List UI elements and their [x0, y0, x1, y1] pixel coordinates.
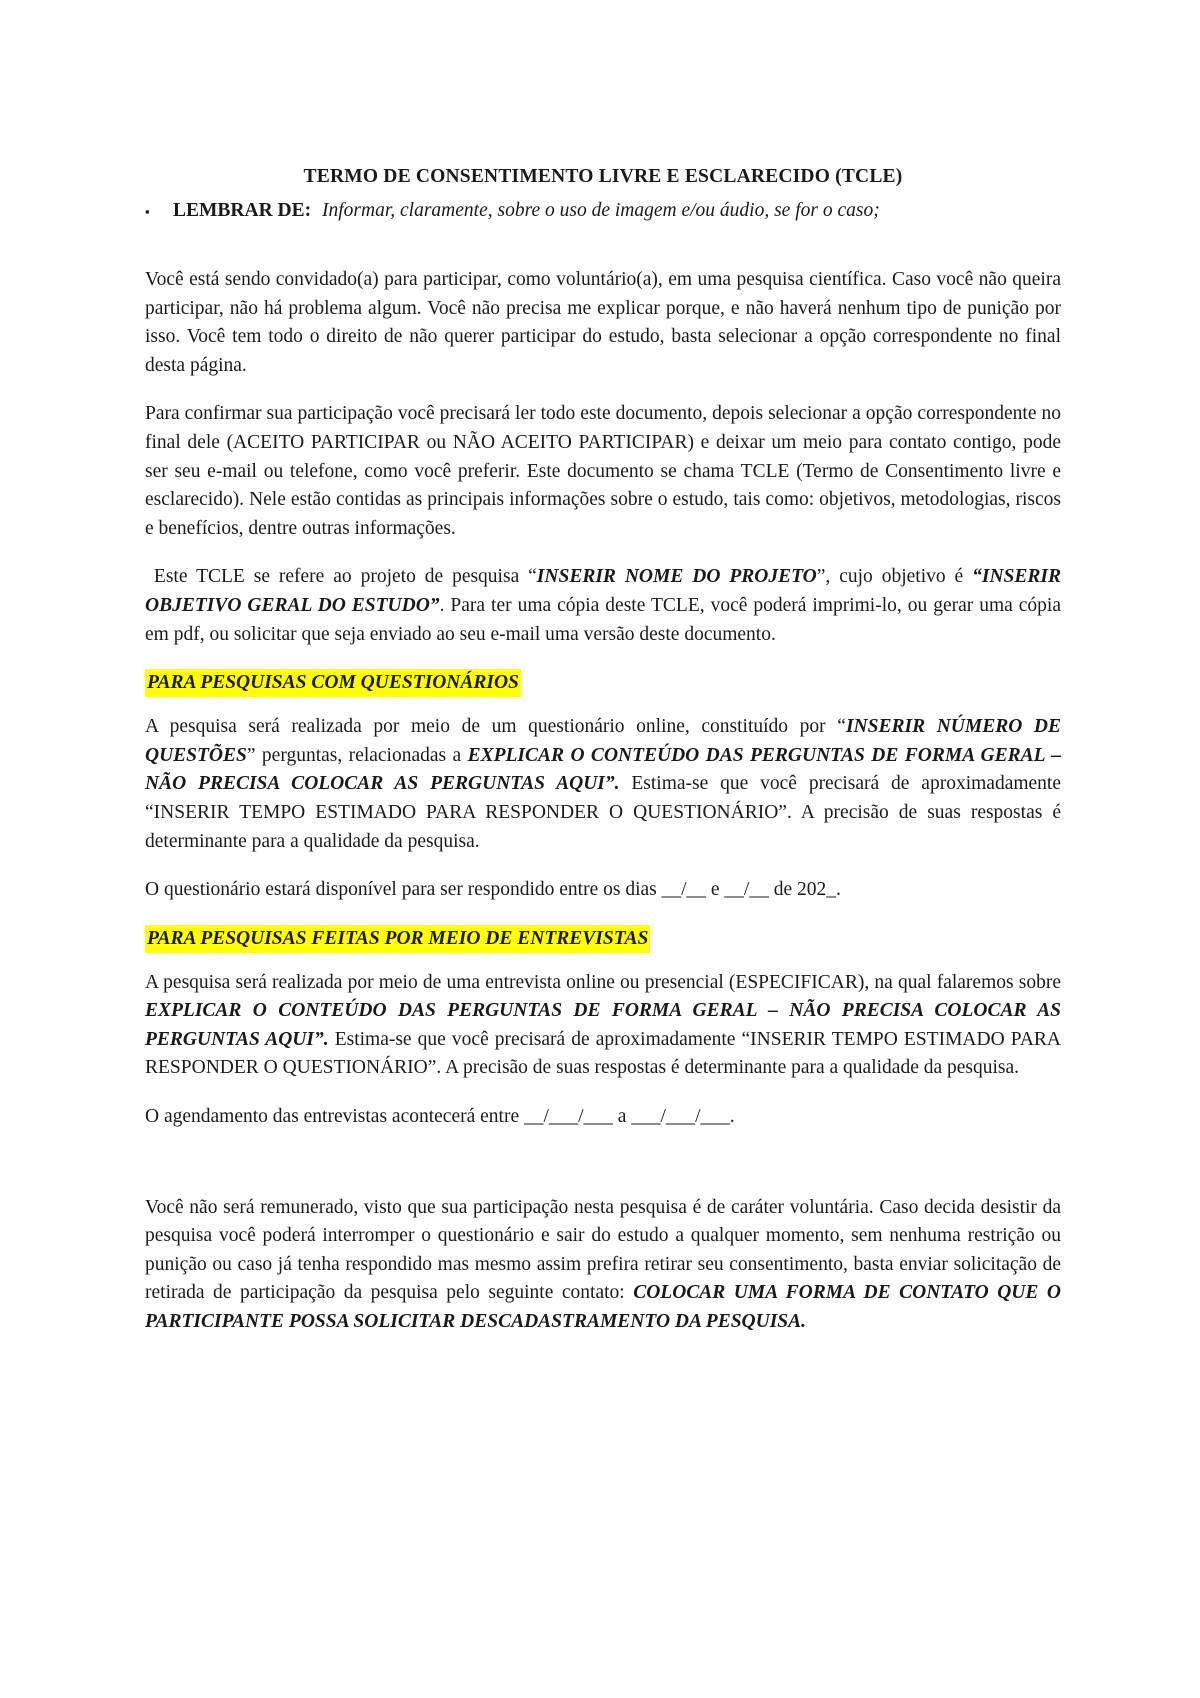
reminder-label: LEMBRAR DE:	[173, 200, 312, 221]
questions-count-placeholder: INSERIR NÚMERO DE QUESTÕES	[145, 716, 1061, 766]
reminder-bullet-item	[145, 200, 1061, 222]
project-name-placeholder: INSERIR NOME DO PROJETO	[536, 566, 817, 588]
questionnaire-dates: O questionário estará disponível para ser respondido entre os dias __/__ e __/__ de 202_.	[145, 879, 841, 901]
project-paragraph: Este TCLE se refere ao projeto de pesquisa “INSERIR NOME DO PROJETO”, cujo objetivo é “INSERIR OBJETIVO GERAL DO ESTUDO”. Para ter uma cópia deste TCLE, você poderá imprimi-lo, ou gerar uma cópia em pdf, ou solicitar que seja enviado ao seu e-mail uma versão deste documento.	[145, 566, 1061, 645]
remuneration-paragraph: Você não será remunerado, visto que sua participação nesta pesquisa é de caráter voluntária. Caso decida desistir da pesquisa você poderá interromper o questionário e sair do estudo a qualquer momento, sem nenhuma restrição ou punição ou caso já tenha respondido mas mesmo assim prefira retirar seu consentimento, basta enviar solicitação de retirada de participação da pesquisa pelo seguinte contato: COLOCAR UMA FORMA DE CONTATO QUE O PARTICIPANTE POSSA SOLICITAR DESCADASTRAMENTO DA PESQUISA.	[145, 1196, 1061, 1333]
reminder-text: Informar, claramente, sobre o uso de imagem e/ou áudio, se for o caso;	[322, 200, 880, 221]
questionnaire-paragraph: A pesquisa será realizada por meio de um questionário online, constituído por “INSERIR NÚMERO DE QUESTÕES” perguntas, relacionadas a EXPLICAR O CONTEÚDO DAS PERGUNTAS DE FORMA GERAL – NÃO PRECISA COLOCAR AS PERGUNTAS AQUI”. Estima-se que você precisará de aproximadamente “INSERIR TEMPO ESTIMADO PARA RESPONDER O QUESTIONÁRIO”. A precisão de suas respostas é determinante para a qualidade da pesquisa.	[145, 716, 1061, 852]
section-heading-questionnaires: PARA PESQUISAS COM QUESTIONÁRIOS	[145, 669, 521, 697]
participation-paragraph: Para confirmar sua participação você precisará ler todo este documento, depois selecionar a opção correspondente no final dele (ACEITO PARTICIPAR ou NÃO ACEITO PARTICIPAR) e deixar um meio para contato contigo, pode ser seu e-mail ou telefone, como você preferir. Este documento se chama TCLE (Termo de Consentimento livre e esclarecido). Nele estão contidas as principais informações sobre o estudo, tais como: objetivos, metodologias, riscos e benefícios, dentre outras informações.	[145, 403, 1061, 539]
intro-paragraph: Você está sendo convidado(a) para participar, como voluntário(a), em uma pesquisa científica. Caso você não queira participar, não há problema algum. Você não precisa me explicar porque, e não haverá nenhum tipo de punição por isso. Você tem todo o direito de não querer participar do estudo, basta selecionar a opção correspondente no final desta página.	[145, 269, 1061, 376]
document-page	[145, 166, 1061, 1357]
section-heading-interviews: PARA PESQUISAS FEITAS POR MEIO DE ENTREVISTAS	[145, 925, 650, 953]
interview-dates: O agendamento das entrevistas acontecerá entre __/___/___ a ___/___/___.	[145, 1106, 735, 1128]
interview-paragraph: A pesquisa será realizada por meio de uma entrevista online ou presencial (ESPECIFICAR), na qual falaremos sobre EXPLICAR O CONTEÚDO DAS PERGUNTAS DE FORMA GERAL – NÃO PRECISA COLOCAR AS PERGUNTAS AQUI”. Estima-se que você precisará de aproximadamente “INSERIR TEMPO ESTIMADO PARA RESPONDER O QUESTIONÁRIO”. A precisão de suas respostas é determinante para a qualidade da pesquisa.	[145, 971, 1061, 1079]
interview-content-placeholder: EXPLICAR O CONTEÚDO DAS PERGUNTAS DE FORMA GERAL – NÃO PRECISA COLOCAR AS PERGUNTAS AQUI”.	[145, 1000, 1061, 1050]
questions-content-placeholder: EXPLICAR O CONTEÚDO DAS PERGUNTAS DE FORMA GERAL – NÃO PRECISA COLOCAR AS PERGUNTAS AQUI”.	[145, 744, 1061, 795]
document-title: TERMO DE CONSENTIMENTO LIVRE E ESCLARECIDO (TCLE)	[303, 166, 903, 187]
contact-placeholder: COLOCAR UMA FORMA DE CONTATO QUE O PARTICIPANTE POSSA SOLICITAR DESCADASTRAMENTO DA PESQUISA	[145, 1282, 1061, 1333]
project-objective-placeholder: “INSERIR OBJETIVO GERAL DO ESTUDO”	[145, 566, 1061, 616]
bullet-icon: ▪	[145, 204, 150, 219]
